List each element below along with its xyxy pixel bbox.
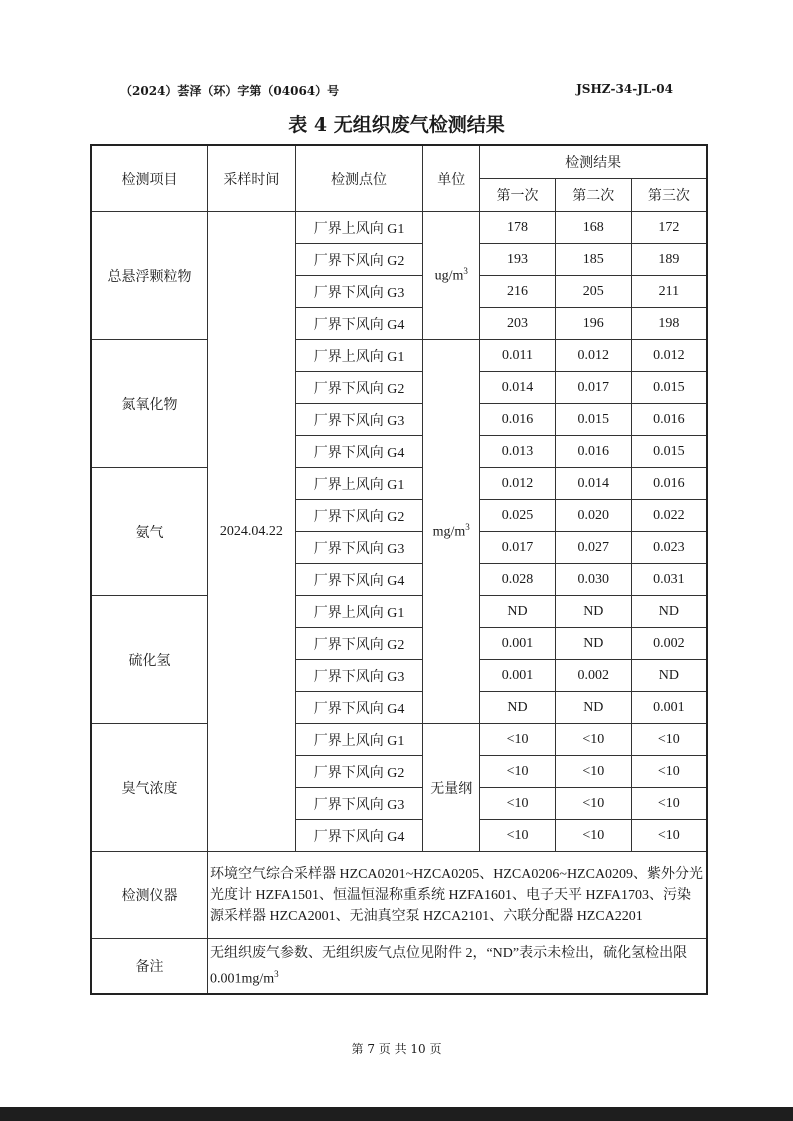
- value-cell: <10: [555, 820, 631, 852]
- point-cell: 厂界下风向 G4: [295, 692, 422, 724]
- value-cell: 178: [480, 212, 556, 244]
- value-cell: 189: [631, 244, 707, 276]
- point-cell: 厂界下风向 G3: [295, 404, 422, 436]
- header-second: 第二次: [555, 179, 631, 212]
- table-title: 表 4 无组织废气检测结果: [288, 114, 505, 136]
- value-cell: 0.020: [555, 500, 631, 532]
- value-cell: 0.012: [480, 468, 556, 500]
- point-cell: 厂界上风向 G1: [295, 596, 422, 628]
- table-row: [91, 468, 707, 500]
- value-cell: 0.016: [555, 436, 631, 468]
- value-cell: 0.028: [480, 564, 556, 596]
- instruments-row: [91, 852, 707, 939]
- value-cell: ND: [555, 628, 631, 660]
- value-cell: 0.012: [555, 340, 631, 372]
- remarks-label: 备注: [91, 939, 207, 995]
- unit-cell: 无量纲: [423, 724, 480, 852]
- value-cell: 205: [555, 276, 631, 308]
- value-cell: <10: [631, 756, 707, 788]
- item-cell: 氮氧化物: [91, 340, 207, 468]
- remarks-cell: [207, 939, 707, 995]
- value-cell: 0.022: [631, 500, 707, 532]
- table-row: [91, 212, 707, 244]
- value-cell: ND: [555, 596, 631, 628]
- value-cell: <10: [555, 724, 631, 756]
- value-cell: 0.014: [555, 468, 631, 500]
- value-cell: 0.023: [631, 532, 707, 564]
- value-cell: 0.016: [480, 404, 556, 436]
- value-cell: 168: [555, 212, 631, 244]
- value-cell: 0.015: [631, 372, 707, 404]
- page-footer: 第 7 页 共 10 页: [351, 1042, 442, 1056]
- item-cell: 臭气浓度: [91, 724, 207, 852]
- unit-text: mg/m: [432, 524, 466, 540]
- item-cell: 氨气: [91, 468, 207, 596]
- value-cell: 172: [631, 212, 707, 244]
- header-item: 检测项目: [91, 145, 207, 212]
- value-cell: <10: [480, 756, 556, 788]
- value-cell: <10: [631, 820, 707, 852]
- item-cell: 硫化氢: [91, 596, 207, 724]
- header-third: 第三次: [631, 179, 707, 212]
- point-cell: 厂界下风向 G4: [295, 564, 422, 596]
- form-number: JSHZ-34-JL-04: [576, 82, 673, 96]
- point-cell: 厂界上风向 G1: [295, 212, 422, 244]
- value-cell: 0.013: [480, 436, 556, 468]
- point-cell: 厂界下风向 G3: [295, 276, 422, 308]
- value-cell: 0.002: [555, 660, 631, 692]
- value-cell: 198: [631, 308, 707, 340]
- point-cell: 厂界下风向 G2: [295, 756, 422, 788]
- value-cell: 0.027: [555, 532, 631, 564]
- value-cell: 0.016: [631, 404, 707, 436]
- header-first: 第一次: [480, 179, 556, 212]
- value-cell: 0.016: [631, 468, 707, 500]
- value-cell: 0.001: [480, 628, 556, 660]
- value-cell: 193: [480, 244, 556, 276]
- remarks-superscript: 3: [274, 968, 279, 979]
- value-cell: 185: [555, 244, 631, 276]
- point-cell: 厂界下风向 G2: [295, 372, 422, 404]
- point-cell: 厂界下风向 G2: [295, 500, 422, 532]
- value-cell: ND: [555, 692, 631, 724]
- table-row: [91, 596, 707, 628]
- results-table: [90, 144, 708, 995]
- header-unit: 单位: [423, 145, 480, 212]
- value-cell: 0.011: [480, 340, 556, 372]
- header-time: 采样时间: [207, 145, 295, 212]
- scan-edge: [0, 1107, 793, 1121]
- point-cell: 厂界下风向 G2: [295, 628, 422, 660]
- value-cell: <10: [480, 724, 556, 756]
- value-cell: <10: [631, 724, 707, 756]
- value-cell: <10: [555, 788, 631, 820]
- value-cell: 0.025: [480, 500, 556, 532]
- value-cell: 0.017: [480, 532, 556, 564]
- value-cell: 0.012: [631, 340, 707, 372]
- value-cell: 203: [480, 308, 556, 340]
- point-cell: 厂界下风向 G3: [295, 660, 422, 692]
- unit-text: ug/m: [434, 268, 464, 284]
- value-cell: ND: [480, 596, 556, 628]
- point-cell: 厂界下风向 G4: [295, 436, 422, 468]
- header-result: 检测结果: [480, 145, 707, 179]
- point-cell: 厂界下风向 G2: [295, 244, 422, 276]
- value-cell: 211: [631, 276, 707, 308]
- table-row: [91, 724, 707, 756]
- value-cell: 0.030: [555, 564, 631, 596]
- value-cell: 0.014: [480, 372, 556, 404]
- remarks-text: 无组织废气参数、无组织废气点位见附件 2，“ND”表示未检出，硫化氢检出限 0.001mg/m: [209, 945, 688, 987]
- unit-cell: [423, 212, 480, 340]
- point-cell: 厂界下风向 G3: [295, 788, 422, 820]
- value-cell: <10: [631, 788, 707, 820]
- sampling-date-cell: 2024.04.22: [207, 212, 295, 852]
- table-row: [91, 340, 707, 372]
- point-cell: 厂界上风向 G1: [295, 340, 422, 372]
- value-cell: ND: [631, 596, 707, 628]
- point-cell: 厂界下风向 G4: [295, 820, 422, 852]
- point-cell: 厂界下风向 G3: [295, 532, 422, 564]
- value-cell: <10: [480, 820, 556, 852]
- table-header-row: [91, 145, 707, 179]
- header-point: 检测点位: [295, 145, 422, 212]
- value-cell: 0.001: [631, 692, 707, 724]
- value-cell: 216: [480, 276, 556, 308]
- unit-superscript: 3: [463, 266, 468, 277]
- value-cell: 0.001: [480, 660, 556, 692]
- value-cell: 0.015: [555, 404, 631, 436]
- point-cell: 厂界下风向 G4: [295, 308, 422, 340]
- value-cell: <10: [555, 756, 631, 788]
- point-cell: 厂界上风向 G1: [295, 724, 422, 756]
- instruments-label: 检测仪器: [91, 852, 207, 939]
- value-cell: 0.015: [631, 436, 707, 468]
- value-cell: 0.002: [631, 628, 707, 660]
- value-cell: ND: [480, 692, 556, 724]
- value-cell: 0.017: [555, 372, 631, 404]
- item-cell: 总悬浮颗粒物: [91, 212, 207, 340]
- instruments-text: 环境空气综合采样器 HZCA0201~HZCA0205、HZCA0206~HZCA0209、紫外分光光度计 HZFA1501、恒温恒湿称重系统 HZFA1601、电子天平 HZFA1703、污染源采样器 HZCA2001、无油真空泵 HZCA2101、六联分配器 HZCA2201: [207, 852, 707, 939]
- report-number: （2024）荟泽（环）字第（04064）号: [120, 84, 340, 98]
- remarks-row: [91, 939, 707, 995]
- value-cell: <10: [480, 788, 556, 820]
- unit-superscript: 3: [465, 522, 470, 533]
- value-cell: ND: [631, 660, 707, 692]
- point-cell: 厂界上风向 G1: [295, 468, 422, 500]
- value-cell: 196: [555, 308, 631, 340]
- value-cell: 0.031: [631, 564, 707, 596]
- unit-cell: [423, 340, 480, 724]
